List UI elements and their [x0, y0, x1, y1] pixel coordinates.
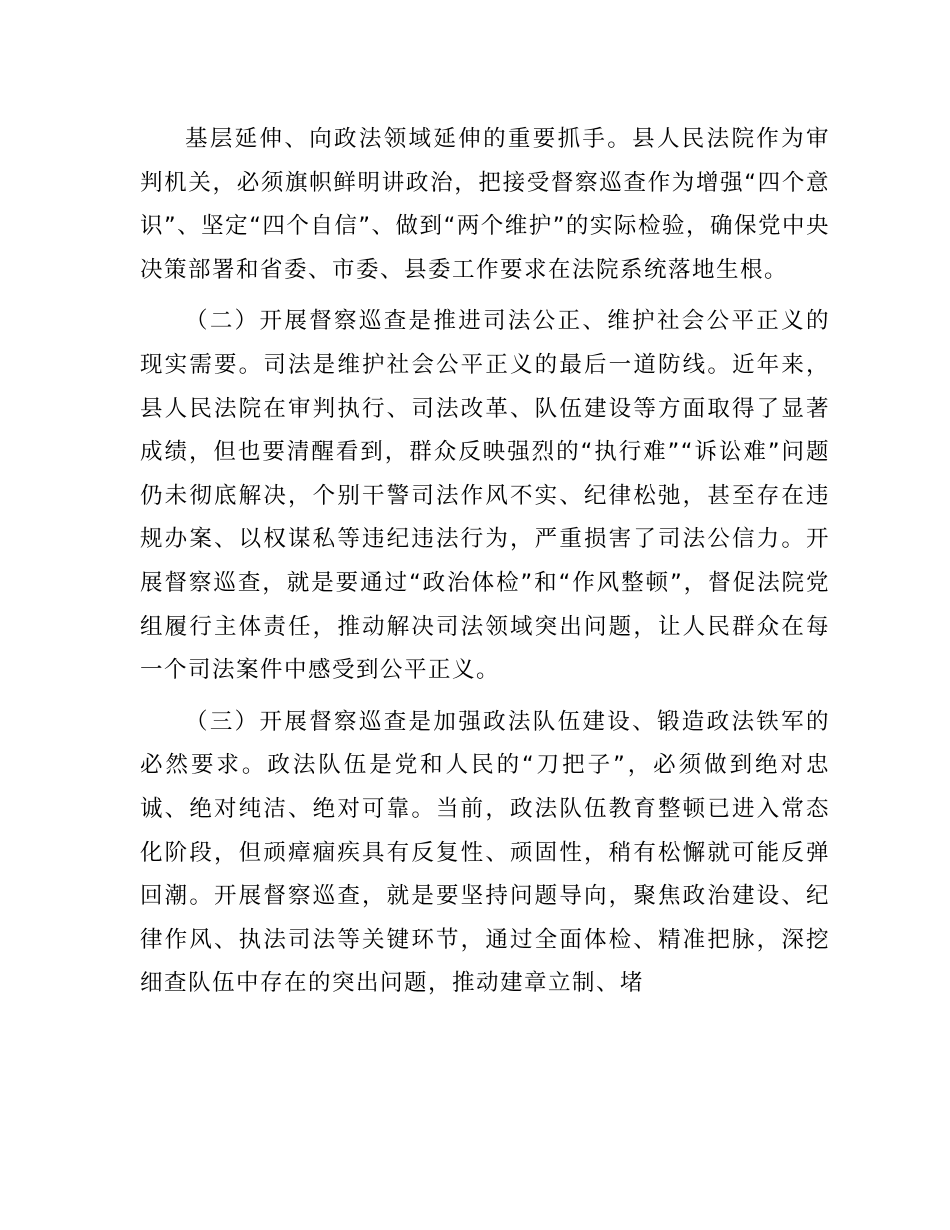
paragraph-continuation: 基层延伸、向政法领域延伸的重要抓手。县人民法院作为审判机关，必须旗帜鲜明讲政治，把接受督察巡查作为增强“四个意识”、坚定“四个自信”、做到“两个维护”的实际检验，确保党中央决策部署和省委、市委、县委工作要求在法院系统落地生根。 — [140, 126, 830, 283]
paragraph-section-two: （二）开展督察巡查是推进司法公正、维护社会公平正义的现实需要。司法是维护社会公平正义的最后一道防线。近年来，县人民法院在审判执行、司法改革、队伍建设等方面取得了显著成绩，但也要清醒看到，群众反映强烈的“执行难”“诉讼难”问题仍未彻底解决，个别干警司法作风不实、纪律松弛，甚至存在违规办案、以权谋私等违纪违法行为，严重损害了司法公信力。开展督察巡查，就是要通过“政治体检”和“作风整顿”，督促法院党组履行主体责任，推动解决司法领域突出问题，让人民群众在每一个司法案件中感受到公平正义。 — [140, 308, 830, 684]
document-body — [140, 118, 830, 1006]
paragraph-section-three: （三）开展督察巡查是加强政法队伍建设、锻造政法铁军的必然要求。政法队伍是党和人民的“刀把子”，必须做到绝对忠诚、绝对纯洁、绝对可靠。当前，政法队伍教育整顿已进入常态化阶段，但顽瘴痼疾具有反复性、顽固性，稍有松懈就可能反弹回潮。开展督察巡查，就是要坚持问题导向，聚焦政治建设、纪律作风、执法司法等关键环节，通过全面体检、精准把脉，深挖细查队伍中存在的突出问题，推动建章立制、堵 — [140, 708, 830, 997]
